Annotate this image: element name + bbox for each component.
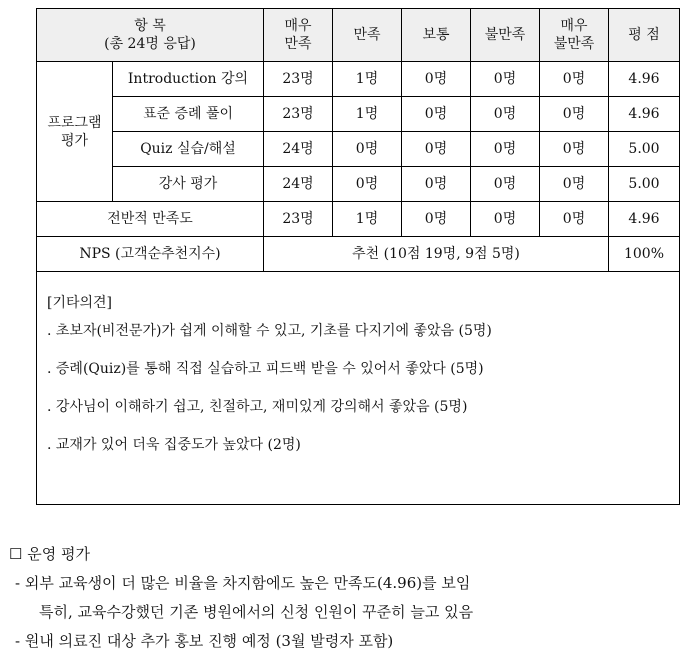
cell-score: 5.00 (609, 132, 680, 167)
satisfaction-table (36, 8, 680, 505)
cell-satisfied: 0명 (333, 167, 402, 202)
table-header-row (37, 9, 680, 62)
cell-satisfied: 1명 (333, 97, 402, 132)
table-row (37, 132, 680, 167)
comments-cell (37, 272, 680, 505)
table-row (37, 62, 680, 97)
row-label: Introduction 강의 (113, 62, 264, 97)
cell-neutral: 0명 (402, 202, 471, 237)
operations-line: - 원내 의료진 대상 추가 홍보 진행 예정 (3월 발령자 포함) (15, 632, 394, 650)
comment-item: . 교재가 있어 더욱 집중도가 높았다 (2명) (47, 437, 301, 453)
cell-score: 5.00 (609, 167, 680, 202)
cell-very-satisfied: 24명 (264, 132, 333, 167)
comment-item: . 강사님이 이해하기 쉽고, 친절하고, 재미있게 강의해서 좋았음 (5명) (47, 399, 468, 415)
cell-score: 4.96 (609, 62, 680, 97)
cell-neutral: 0명 (402, 97, 471, 132)
cell-very-dissatisfied: 0명 (540, 97, 609, 132)
cell-very-satisfied: 24명 (264, 167, 333, 202)
cell-neutral: 0명 (402, 62, 471, 97)
comments-block (37, 272, 679, 454)
cell-very-dissatisfied: 0명 (540, 202, 609, 237)
table-row (37, 97, 680, 132)
cell-dissatisfied: 0명 (471, 132, 540, 167)
cell-very-satisfied: 23명 (264, 62, 333, 97)
program-group-label: 프로그램 평가 (37, 62, 113, 202)
cell-neutral: 0명 (402, 132, 471, 167)
header-neutral: 보통 (402, 9, 471, 62)
operations-title: ☐ 운영 평가 (9, 545, 90, 563)
row-label: 강사 평가 (113, 167, 264, 202)
header-score: 평 점 (609, 9, 680, 62)
cell-very-dissatisfied: 0명 (540, 62, 609, 97)
cell-very-satisfied: 23명 (264, 97, 333, 132)
header-satisfied: 만족 (333, 9, 402, 62)
comments-row (37, 272, 680, 505)
header-item: 항 목 (총 24명 응답) (37, 9, 264, 62)
row-label: 표준 증례 풀이 (113, 97, 264, 132)
cell-satisfied: 1명 (333, 62, 402, 97)
comments-title: [기타의견] (47, 295, 113, 311)
cell-dissatisfied: 0명 (471, 167, 540, 202)
cell-very-dissatisfied: 0명 (540, 167, 609, 202)
comment-item: . 증례(Quiz)를 통해 직접 실습하고 피드백 받을 수 있어서 좋았다 (5명) (47, 361, 484, 377)
nps-detail: 추천 (10점 19명, 9점 5명) (264, 237, 609, 272)
cell-very-satisfied: 23명 (264, 202, 333, 237)
nps-label: NPS (고객순추천지수) (37, 237, 264, 272)
overall-label: 전반적 만족도 (37, 202, 264, 237)
overall-row (37, 202, 680, 237)
header-dissatisfied: 불만족 (471, 9, 540, 62)
cell-very-dissatisfied: 0명 (540, 132, 609, 167)
operations-section (9, 543, 689, 659)
cell-satisfied: 0명 (333, 132, 402, 167)
nps-value: 100% (609, 237, 680, 272)
operations-line: 특히, 교육수강했던 기존 병원에서의 신청 인원이 꾸준히 늘고 있음 (39, 603, 474, 621)
cell-score: 4.96 (609, 202, 680, 237)
header-very-dissatisfied: 매우 불만족 (540, 9, 609, 62)
table-row (37, 167, 680, 202)
cell-dissatisfied: 0명 (471, 62, 540, 97)
cell-neutral: 0명 (402, 167, 471, 202)
comment-item: . 초보자(비전문가)가 쉽게 이해할 수 있고, 기초를 다지기에 좋았음 (5명) (47, 323, 492, 339)
cell-satisfied: 1명 (333, 202, 402, 237)
nps-row (37, 237, 680, 272)
header-very-satisfied: 매우 만족 (264, 9, 333, 62)
operations-line: - 외부 교육생이 더 많은 비율을 차지함에도 높은 만족도(4.96)를 보임 (15, 574, 471, 592)
row-label: Quiz 실습/해설 (113, 132, 264, 167)
cell-dissatisfied: 0명 (471, 202, 540, 237)
cell-score: 4.96 (609, 97, 680, 132)
cell-dissatisfied: 0명 (471, 97, 540, 132)
